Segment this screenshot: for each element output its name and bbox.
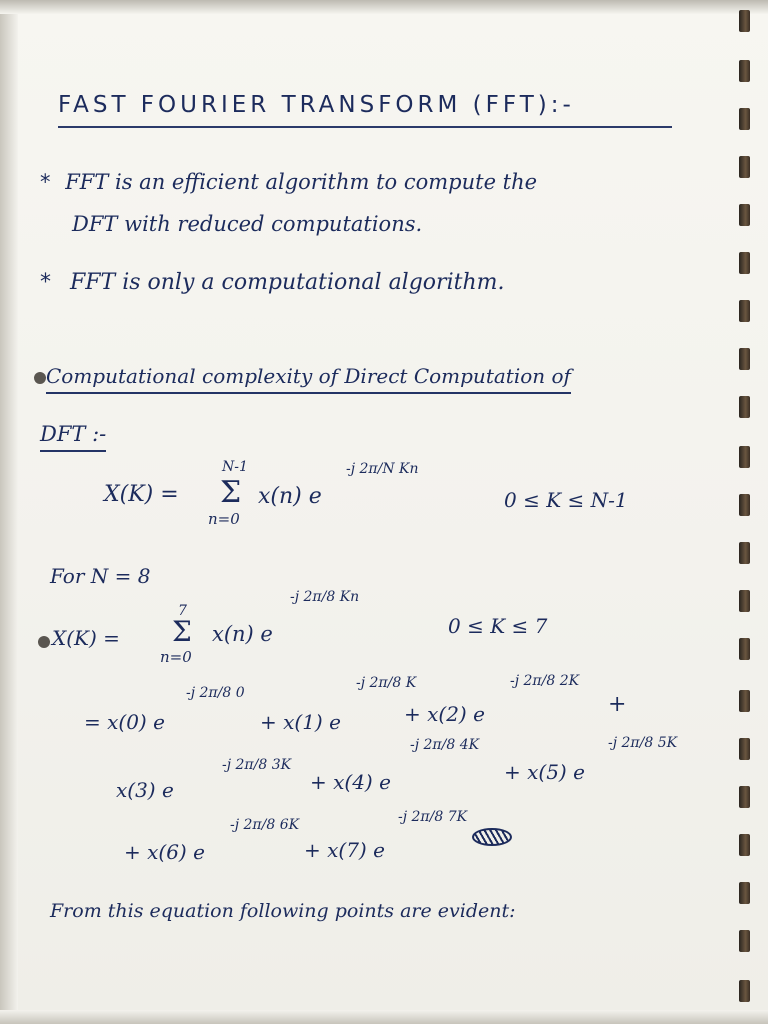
dft8-term: x(n) e xyxy=(212,622,273,646)
expansion-term-5: + x(5) e xyxy=(504,760,585,784)
expansion-exponent-0: -j 2π/8 0 xyxy=(186,685,245,701)
expansion-exponent-5: -j 2π/8 5K xyxy=(608,735,678,751)
binding-hole xyxy=(739,60,750,82)
binding-hole xyxy=(739,882,750,904)
dft8-range: 0 ≤ K ≤ 7 xyxy=(448,614,548,638)
expansion-exponent-2: -j 2π/8 2K xyxy=(510,673,580,689)
expansion-term-7: + x(7) e xyxy=(304,838,385,862)
bullet-2 xyxy=(40,272,504,294)
binding-hole xyxy=(739,980,750,1002)
expansion-term-0: = x(0) e xyxy=(84,710,165,734)
binding-hole xyxy=(739,108,750,130)
bullet-2-line-1: FFT is only a computational algorithm. xyxy=(70,270,505,295)
spiral-binding xyxy=(735,0,757,1024)
expansion-term-4: + x(4) e xyxy=(310,770,391,794)
binding-hole xyxy=(739,638,750,660)
binding-hole xyxy=(739,786,750,808)
binding-hole xyxy=(739,834,750,856)
binding-hole xyxy=(739,494,750,516)
expansion-term-3: x(3) e xyxy=(116,778,174,802)
expansion-exponent-4: -j 2π/8 4K xyxy=(410,737,480,753)
sigma-icon: Σ xyxy=(220,475,242,510)
title-underline xyxy=(58,126,672,128)
expansion-exponent-6: -j 2π/8 6K xyxy=(230,817,300,833)
bullet-star-icon: * xyxy=(40,270,51,295)
dft8-sum-upper: 7 xyxy=(178,603,187,619)
ink-dot xyxy=(34,372,46,384)
section-heading xyxy=(46,366,571,386)
closing-sentence: From this equation following points are evident: xyxy=(50,900,516,922)
dft-range: 0 ≤ K ≤ N-1 xyxy=(504,488,628,512)
dft-sum-lower: n=0 xyxy=(208,510,240,528)
ink-dot xyxy=(38,636,50,648)
binding-hole xyxy=(739,590,750,612)
dft8-sum-lower: n=0 xyxy=(160,648,192,666)
expansion-plus: + xyxy=(608,692,627,717)
binding-hole xyxy=(739,204,750,226)
binding-hole xyxy=(739,542,750,564)
bullet-star-icon: * xyxy=(40,170,51,194)
binding-hole xyxy=(739,10,750,32)
expansion-exponent-1: -j 2π/8 K xyxy=(356,675,417,691)
expansion-term-2: + x(2) e xyxy=(404,702,485,726)
binding-hole xyxy=(739,300,750,322)
dft8-exponent: -j 2π/8 Kn xyxy=(290,589,360,605)
binding-hole xyxy=(739,690,750,712)
dft-exponent: -j 2π/N Kn xyxy=(346,461,419,477)
binding-hole xyxy=(739,156,750,178)
section-heading-line-1: Computational complexity of Direct Computation of xyxy=(46,364,571,394)
expansion-term-6: + x(6) e xyxy=(124,840,205,864)
binding-hole xyxy=(739,930,750,952)
page-shadow-top xyxy=(0,0,768,14)
dft-sum-upper: N-1 xyxy=(222,459,248,475)
page-title-text: FAST FOURIER TRANSFORM (FFT):- xyxy=(58,92,575,118)
page-shadow-bottom xyxy=(0,1010,768,1024)
binding-hole xyxy=(739,252,750,274)
page-shadow-left xyxy=(0,0,18,1024)
binding-hole xyxy=(739,738,750,760)
dft8-lhs: X(K) = xyxy=(52,626,120,650)
sigma-icon: Σ xyxy=(172,615,192,648)
dft-lhs: X(K) = xyxy=(104,482,179,507)
page-title xyxy=(58,94,575,117)
binding-hole xyxy=(739,348,750,370)
section-heading-2 xyxy=(40,424,106,445)
strikeout-scribble xyxy=(472,828,512,846)
bullet-1-line-2: DFT with reduced computations. xyxy=(72,212,423,236)
expansion-exponent-3: -j 2π/8 3K xyxy=(222,757,292,773)
binding-hole xyxy=(739,396,750,418)
bullet-1-line-1: FFT is an efficient algorithm to compute the xyxy=(65,170,538,194)
binding-hole xyxy=(739,446,750,468)
expansion-term-1: + x(1) e xyxy=(260,710,341,734)
section-heading-line-2: DFT :- xyxy=(40,422,106,452)
for-n-label: For N = 8 xyxy=(50,564,151,588)
expansion-exponent-7: -j 2π/8 7K xyxy=(398,809,468,825)
bullet-1 xyxy=(40,172,537,193)
dft-term: x(n) e xyxy=(258,484,322,509)
